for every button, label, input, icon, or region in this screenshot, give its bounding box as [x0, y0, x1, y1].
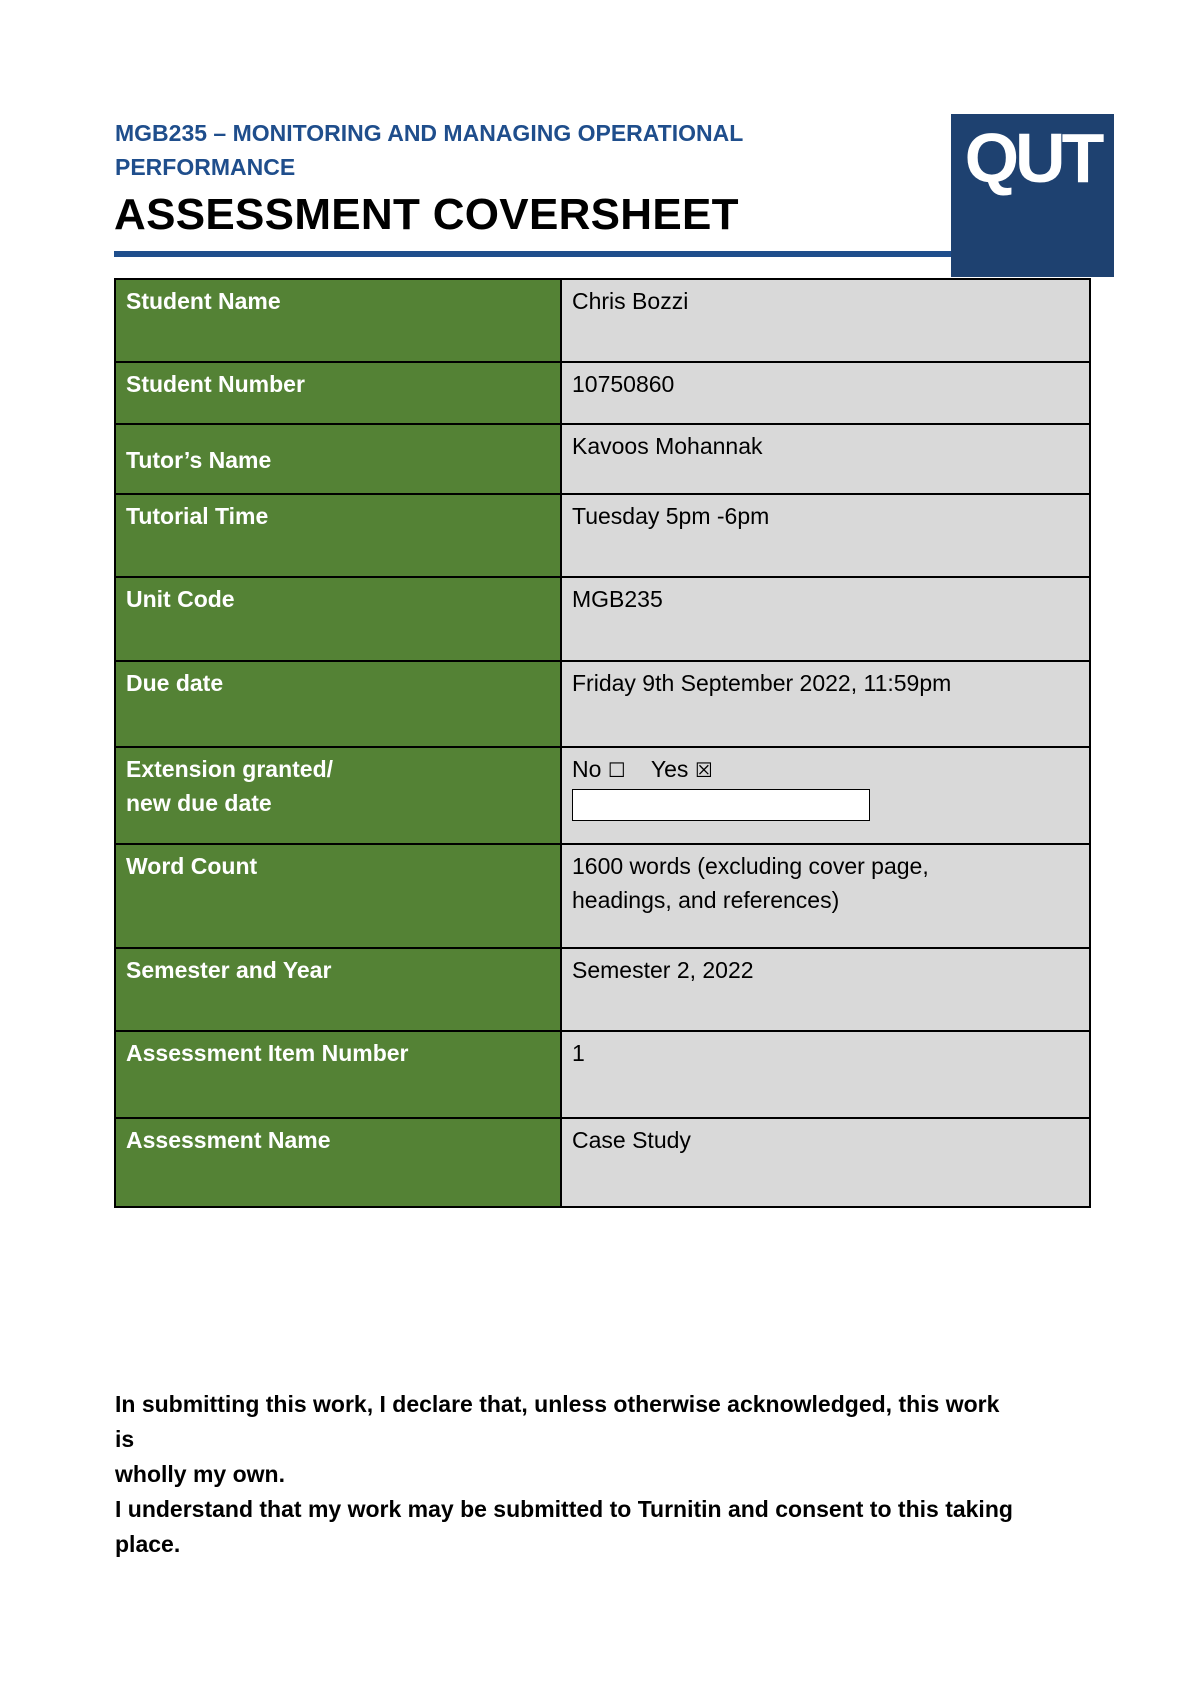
no-label: No [572, 756, 602, 782]
title-underline [114, 251, 952, 257]
extension-checkboxes [572, 752, 1079, 787]
row-value: 1 [561, 1031, 1090, 1118]
logo-text: QUT [964, 119, 1101, 197]
row-value: Semester 2, 2022 [561, 948, 1090, 1031]
row-label: Word Count [115, 844, 561, 948]
row-value: Kavoos Mohannak [561, 424, 1090, 494]
extension-label-line1: Extension granted/ [126, 756, 334, 782]
row-label: Student Name [115, 279, 561, 362]
row-value [561, 844, 1090, 948]
declaration-line: is [115, 1426, 135, 1452]
table-row [115, 279, 1090, 362]
table-row [115, 948, 1090, 1031]
word-count-line1: 1600 words (excluding cover page, [572, 853, 929, 879]
declaration [115, 1387, 1095, 1562]
table-row [115, 577, 1090, 661]
row-value: 10750860 [561, 362, 1090, 424]
row-value: Friday 9th September 2022, 11:59pm [561, 661, 1090, 747]
row-label: Student Number [115, 362, 561, 424]
row-value: Tuesday 5pm -6pm [561, 494, 1090, 577]
table-row [115, 661, 1090, 747]
row-label: Unit Code [115, 577, 561, 661]
page-title: ASSESSMENT COVERSHEET [114, 190, 739, 239]
table-row [115, 844, 1090, 948]
unit-title-line1: MGB235 – MONITORING AND MANAGING OPERATIONAL [115, 120, 744, 146]
declaration-line: wholly my own. [115, 1461, 285, 1487]
row-label: Semester and Year [115, 948, 561, 1031]
row-label [115, 747, 561, 844]
row-label: Tutorial Time [115, 494, 561, 577]
extension-label-line2: new due date [126, 790, 272, 816]
declaration-line: I understand that my work may be submitted to Turnitin and consent to this taking [115, 1496, 1013, 1522]
row-value [561, 747, 1090, 844]
unit-title [115, 116, 855, 184]
unit-title-line2: PERFORMANCE [115, 154, 296, 180]
table-row [115, 747, 1090, 844]
table-row [115, 424, 1090, 494]
qut-logo [951, 114, 1114, 277]
no-checkbox[interactable]: ☐ [607, 758, 626, 782]
row-label: Due date [115, 661, 561, 747]
word-count-line2: headings, and references) [572, 887, 840, 913]
yes-checkbox[interactable]: ☒ [694, 758, 713, 782]
declaration-line: In submitting this work, I declare that, unless otherwise acknowledged, this work [115, 1391, 1000, 1417]
row-value: Case Study [561, 1118, 1090, 1207]
row-label: Tutor’s Name [115, 424, 561, 494]
table-row [115, 1031, 1090, 1118]
table-row [115, 494, 1090, 577]
yes-label: Yes [650, 756, 689, 782]
coversheet-table [114, 278, 1091, 1208]
row-value: MGB235 [561, 577, 1090, 661]
row-label: Assessment Name [115, 1118, 561, 1207]
new-due-date-field[interactable] [572, 789, 870, 821]
declaration-line: place. [115, 1531, 181, 1557]
table-row [115, 1118, 1090, 1207]
table-row [115, 362, 1090, 424]
row-label: Assessment Item Number [115, 1031, 561, 1118]
row-value: Chris Bozzi [561, 279, 1090, 362]
